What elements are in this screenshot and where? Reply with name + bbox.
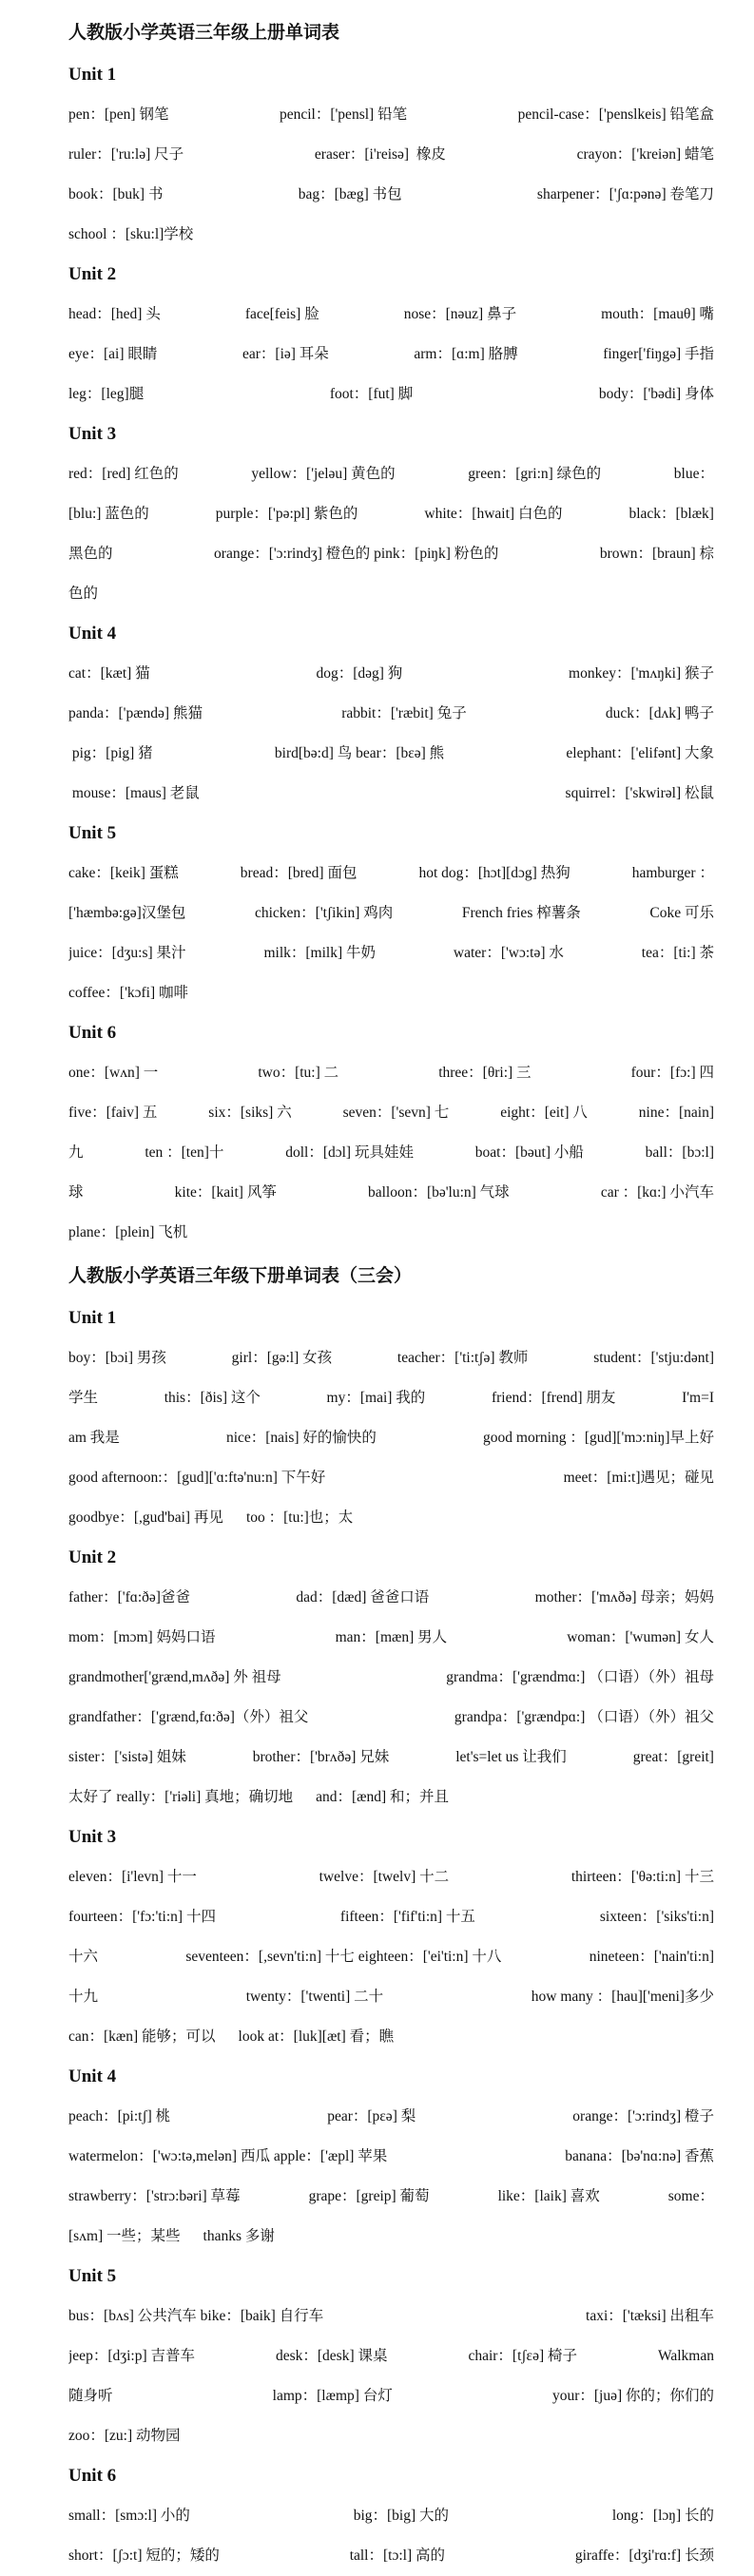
vocab-line	[68, 854, 714, 894]
vocab-entry: white：[hwait] 白色的	[424, 506, 563, 522]
vocab-entry: arm：[ɑ:m] 胳膊	[414, 346, 518, 362]
vocab-line	[68, 1378, 714, 1418]
vocab-entry: nineteen：['nain'ti:n]	[589, 1949, 714, 1965]
vocab-entry: crayon：['kreiən] 蜡笔	[576, 146, 714, 163]
vocab-entry: mom：[mɔm] 妈妈口语	[68, 1629, 216, 1645]
unit-heading: Unit 6	[68, 1023, 117, 1043]
vocab-entry: school ：[sku:l]学校	[68, 226, 194, 242]
vocab-line	[68, 375, 714, 414]
vocab-entry: grandma：['grændmɑ:] （口语）（外）祖母	[446, 1669, 714, 1685]
vocab-entry: head：[hed] 头	[68, 306, 161, 322]
vocab-entry: let's=let us 让我们	[455, 1749, 567, 1765]
vocab-entry: fifteen：['fif'ti:n] 十五	[339, 1909, 475, 1925]
vocab-entry: like：[laik] 喜欢	[497, 2188, 600, 2204]
unit-heading: Unit 3	[68, 424, 117, 444]
vocab-entry: bread：[bred] 面包	[240, 865, 358, 881]
vocab-entry: boy：[bɔi] 男孩	[68, 1350, 166, 1366]
vocab-entry: pen：[pen] 钢笔	[68, 106, 169, 123]
vocab-entry: fourteen：['fɔ:'ti:n] 十四	[68, 1909, 216, 1925]
vocab-entry: 球	[68, 1184, 84, 1201]
vocab-entry: four：[fɔ:] 四	[630, 1065, 714, 1081]
unit-heading: Unit 5	[68, 823, 117, 843]
vocab-entry: goodbye：[,gud'bai] 再见	[68, 1509, 223, 1526]
vocab-line	[68, 894, 714, 933]
vocab-line	[68, 1498, 714, 1538]
vocab-entry: duck：[dʌk] 鸭子	[605, 705, 714, 721]
vocab-entry: twelve：[twelv] 十二	[319, 1869, 450, 1885]
vocab-line	[68, 1458, 714, 1498]
vocab-entry: your：[juə] 你的；你们的	[551, 2388, 714, 2404]
vocab-line	[68, 2177, 714, 2217]
vocab-line	[68, 774, 714, 814]
vocab-entry: man：[mæn] 男人	[335, 1629, 448, 1645]
vocab-entry: doll：[dɔl] 玩具娃娃	[285, 1144, 414, 1161]
vocab-entry: plane：[plein] 飞机	[68, 1224, 188, 1240]
vocab-entry: 黑色的	[68, 546, 113, 562]
vocab-entry: thirteen：['θə:ti:n] 十三	[570, 1869, 714, 1885]
vocab-line	[68, 215, 714, 255]
vocab-entry: grandmother['grænd,mʌðə] 外 祖母	[68, 1669, 281, 1685]
vocab-entry: friend：[frend] 朋友	[491, 1390, 616, 1406]
vocab-line	[68, 335, 714, 375]
vocab-line	[68, 2536, 714, 2576]
vocab-entry: dad：[dæd] 爸爸口语	[296, 1589, 430, 1605]
vocab-entry: sharpener：['ʃɑ:pənə] 卷笔刀	[536, 186, 714, 202]
vocab-line	[68, 135, 714, 175]
vocab-entry: grape：[greip] 葡萄	[308, 2188, 430, 2204]
vocab-entry: too ：[tu:]也；太	[245, 1509, 354, 1526]
vocab-entry: meet：[mi:t]遇见；碰见	[563, 1470, 714, 1486]
vocab-entry: sixteen：['siks'ti:n]	[599, 1909, 714, 1925]
vocab-entry: six：[siks] 六	[208, 1105, 292, 1121]
vocab-entry: 九	[68, 1144, 84, 1161]
vocab-entry: foot：[fut] 脚	[329, 386, 414, 402]
vocab-entry: lamp：[læmp] 台灯	[272, 2388, 393, 2404]
vocab-entry: Walkman	[657, 2348, 714, 2364]
vocab-entry: jeep：[dʒi:p] 吉普车	[68, 2348, 196, 2364]
vocab-entry: strawberry：['strɔ:bəri] 草莓	[68, 2188, 241, 2204]
vocab-entry: teacher：['ti:tʃə] 教师	[396, 1350, 529, 1366]
vocab-entry: desk：[desk] 课桌	[275, 2348, 388, 2364]
unit-heading: Unit 2	[68, 1548, 117, 1567]
vocab-entry: look at：[luk][æt] 看；瞧	[238, 2028, 395, 2045]
vocab-entry: I'm=I	[682, 1390, 714, 1406]
unit-heading: Unit 3	[68, 1827, 117, 1847]
vocab-entry: purple：['pə:pl] 紫色的	[215, 506, 358, 522]
vocab-entry: bus：[bʌs] 公共汽车 bike：[baik] 自行车	[68, 2308, 324, 2324]
vocab-line	[68, 1977, 714, 2017]
vocab-entry: monkey：['mʌŋki] 猴子	[569, 665, 714, 682]
vocab-entry: one：[wʌn] 一	[68, 1065, 159, 1081]
vocab-entry: good afternoon:：[gud]['ɑ:ftə'nu:n] 下午好	[68, 1470, 326, 1486]
vocab-line	[68, 654, 714, 694]
vocab-entry: rabbit：['ræbit] 兔子	[341, 705, 467, 721]
vocab-entry: 十九	[68, 1989, 99, 2005]
section-title: 人教版小学英语三年级下册单词表（三会）	[68, 1265, 413, 1286]
vocab-line	[68, 694, 714, 734]
vocab-entry: mouse：[maus] 老鼠	[68, 785, 200, 801]
vocab-entry: coffee：['kɔfi] 咖啡	[68, 985, 189, 1001]
vocab-line	[68, 295, 714, 335]
vocab-entry: nose：[nəuz] 鼻子	[403, 306, 517, 322]
vocab-entry: brother：['brʌðə] 兄妹	[252, 1749, 390, 1765]
vocab-entry: five：[faiv] 五	[68, 1105, 158, 1121]
vocab-line	[68, 1418, 714, 1458]
vocab-line	[68, 1937, 714, 1977]
vocab-entry: hot dog：[hɔt][dɔg] 热狗	[418, 865, 570, 881]
vocab-entry: seventeen：[,sevn'ti:n] 十七 eighteen：['ei'ti:n] 十八	[185, 1949, 502, 1965]
vocab-entry: face[feis] 脸	[244, 306, 319, 322]
vocab-entry: girl：[gə:l] 女孩	[231, 1350, 333, 1366]
vocab-entry: [sʌm] 一些；某些	[68, 2228, 181, 2244]
vocab-entry: grandfather：['grænd,fɑ:ðə]（外）祖父	[68, 1709, 309, 1725]
vocab-entry: balloon：[bə'lu:n] 气球	[367, 1184, 510, 1201]
vocab-entry: 色的	[68, 586, 99, 602]
vocab-entry: elephant：['elifənt] 大象	[566, 745, 714, 761]
vocab-entry: French fries 榨薯条	[461, 905, 581, 921]
vocab-entry: Coke 可乐	[649, 905, 714, 921]
vocab-entry: pencil：['pensl] 铅笔	[279, 106, 408, 123]
vocab-entry: ear：[iə] 耳朵	[242, 346, 329, 362]
unit-heading: Unit 2	[68, 264, 117, 284]
vocab-entry: book：[buk] 书	[68, 186, 164, 202]
unit-heading: Unit 4	[68, 2067, 117, 2086]
vocab-entry: am 我是	[68, 1430, 120, 1446]
vocab-entry: cat：[kæt] 猫	[68, 665, 150, 682]
vocab-line	[68, 2297, 714, 2336]
vocab-entry: nine：[nain]	[638, 1105, 714, 1121]
vocab-line	[68, 2017, 714, 2057]
vocab-line	[68, 534, 714, 574]
vocab-entry: ruler：['ru:lə] 尺子	[68, 146, 184, 163]
vocab-entry: black：[blæk]	[628, 506, 714, 522]
vocab-entry: big：[big] 大的	[353, 2508, 450, 2524]
vocab-line	[68, 1578, 714, 1618]
vocab-entry: two：[tu:] 二	[258, 1065, 339, 1081]
vocab-entry: boat：[bəut] 小船	[474, 1144, 584, 1161]
vocab-entry: chair：[tʃɛə] 椅子	[468, 2348, 577, 2364]
vocab-entry: can：[kæn] 能够；可以	[68, 2028, 216, 2045]
vocab-entry: blue：	[673, 466, 714, 482]
vocab-entry: car ：[kɑ:] 小汽车	[600, 1184, 714, 1201]
vocab-entry: 学生	[68, 1390, 99, 1406]
vocab-line	[68, 494, 714, 534]
vocab-entry: banana：[bə'nɑ:nə] 香蕉	[565, 2148, 714, 2164]
vocab-entry: this：[ðis] 这个	[164, 1390, 261, 1406]
vocab-line	[68, 2137, 714, 2177]
vocab-entry: orange：['ɔ:rindʒ] 橙色的 pink：[piŋk] 粉色的	[214, 546, 499, 562]
vocab-entry: pencil-case：['penslkeis] 铅笔盒	[517, 106, 714, 123]
vocab-entry: dog：[dəg] 狗	[316, 665, 403, 682]
vocab-entry: 十六	[68, 1949, 99, 1965]
vocab-entry: ball：[bɔ:l]	[645, 1144, 714, 1161]
vocab-entry: bag：[bæg] 书包	[298, 186, 402, 202]
vocab-entry: zoo：[zu:] 动物园	[68, 2428, 181, 2444]
vocab-entry: eye：[ai] 眼睛	[68, 346, 158, 362]
vocab-entry: green：[gri:n] 绿色的	[468, 466, 602, 482]
vocab-entry: great：[greit]	[632, 1749, 714, 1765]
vocab-entry: good morning ：[gud]['mɔ:niŋ]早上好	[483, 1430, 714, 1446]
unit-heading: Unit 6	[68, 2466, 117, 2486]
vocab-entry: panda：['pændə] 熊猫	[68, 705, 203, 721]
vocab-entry: bird[bə:d] 鸟 bear：[bɛə] 熊	[274, 745, 445, 761]
vocab-line	[68, 1897, 714, 1937]
vocab-entry: twenty：['twenti] 二十	[245, 1989, 384, 2005]
vocab-line	[68, 175, 714, 215]
vocab-entry: cake：[keik] 蛋糕	[68, 865, 179, 881]
vocab-entry: water：['wɔ:tə] 水	[453, 945, 564, 961]
vocab-entry: [blu:] 蓝色的	[68, 506, 149, 522]
vocab-entry: grandpa：['grændpɑ:] （口语）（外）祖父	[454, 1709, 714, 1725]
vocab-line	[68, 1338, 714, 1378]
vocab-line	[68, 2217, 714, 2257]
vocab-entry: juice：[dʒu:s] 果汁	[68, 945, 186, 961]
vocab-entry: father：['fɑ:ðə]爸爸	[68, 1589, 190, 1605]
vocab-line	[68, 973, 714, 1013]
vocab-entry: tea：[ti:] 茶	[641, 945, 714, 961]
vocab-entry: giraffe：[dʒi'rɑ:f] 长颈	[574, 2547, 714, 2564]
section-title: 人教版小学英语三年级上册单词表	[68, 22, 340, 43]
vocab-entry: kite：[kait] 风筝	[174, 1184, 277, 1201]
vocab-entry: eight：[eit] 八	[500, 1105, 588, 1121]
vocab-entry: brown：[braun] 棕	[599, 546, 714, 562]
vocab-line	[68, 2336, 714, 2376]
vocab-entry: milk：[milk] 牛奶	[263, 945, 376, 961]
vocab-entry: thanks 多谢	[203, 2228, 275, 2244]
vocab-entry: watermelon：['wɔ:tə,melən] 西瓜 apple：['æpl] 苹果	[68, 2148, 388, 2164]
vocab-entry: three：[θri:] 三	[438, 1065, 532, 1081]
vocab-line	[68, 1857, 714, 1897]
vocab-line	[68, 2496, 714, 2536]
vocab-line	[68, 454, 714, 494]
vocab-line	[68, 1658, 714, 1698]
vocab-entry: mouth：[mauθ] 嘴	[601, 306, 714, 322]
unit-heading: Unit 5	[68, 2266, 117, 2286]
vocab-entry: nice：[nais] 好的愉快的	[225, 1430, 377, 1446]
vocab-entry: pear：[pɛə] 梨	[327, 2108, 416, 2124]
vocab-entry: some：	[667, 2188, 714, 2204]
vocab-line	[68, 1738, 714, 1778]
vocab-entry: short：[ʃɔ:t] 短的；矮的	[68, 2547, 220, 2564]
vocab-entry: leg：[leg]腿	[68, 386, 145, 402]
vocab-entry: how many ：[hau]['meni]多少	[531, 1989, 714, 2005]
vocab-line	[68, 734, 714, 774]
vocab-entry: sister：['sistə] 姐妹	[68, 1749, 186, 1765]
vocab-line	[68, 1778, 714, 1817]
vocab-entry: ['hæmbə:gə]汉堡包	[68, 905, 186, 921]
unit-heading: Unit 1	[68, 1308, 117, 1328]
vocab-entry: my：[mai] 我的	[326, 1390, 426, 1406]
vocab-entry: orange：['ɔ:rindʒ] 橙子	[572, 2108, 714, 2124]
vocab-line	[68, 95, 714, 135]
vocab-entry: small：[smɔ:l] 小的	[68, 2508, 190, 2524]
vocab-entry: yellow：['jeləu] 黄色的	[251, 466, 396, 482]
vocab-entry: eleven：[i'levn] 十一	[68, 1869, 197, 1885]
vocab-line	[68, 2097, 714, 2137]
vocab-entry: mother：['mʌðə] 母亲；妈妈	[534, 1589, 714, 1605]
vocab-line	[68, 1133, 714, 1173]
vocab-entry: finger['fiŋgə] 手指	[603, 346, 714, 362]
vocab-line	[68, 1093, 714, 1133]
vocab-entry: seven：['sevn] 七	[342, 1105, 450, 1121]
vocab-line	[68, 1053, 714, 1093]
vocab-entry: 随身听	[68, 2388, 113, 2404]
vocab-entry: long：[lɔŋ] 长的	[611, 2508, 714, 2524]
vocab-line	[68, 1618, 714, 1658]
vocab-entry: chicken：['tʃikin] 鸡肉	[254, 905, 394, 921]
vocab-line	[68, 2376, 714, 2416]
vocab-entry: tall：[tɔ:l] 高的	[349, 2547, 445, 2564]
unit-heading: Unit 1	[68, 65, 117, 85]
vocab-entry: and：[ænd] 和；并且	[316, 1789, 450, 1805]
vocab-entry: student：['stju:dənt]	[593, 1350, 714, 1366]
vocab-line	[68, 1698, 714, 1738]
vocab-entry: woman：['wumən] 女人	[567, 1629, 714, 1645]
vocab-entry: ten ：[ten]十	[145, 1144, 224, 1161]
vocab-entry: pig：[pig] 猪	[68, 745, 153, 761]
vocab-entry: hamburger ：	[631, 865, 714, 881]
unit-heading: Unit 4	[68, 624, 117, 644]
vocab-line	[68, 574, 714, 614]
vocab-entry: squirrel：['skwirəl] 松鼠	[565, 785, 714, 801]
vocab-entry: eraser：[i'reisə] 橡皮	[314, 146, 446, 163]
vocab-line	[68, 1173, 714, 1213]
vocab-line	[68, 1213, 714, 1253]
vocab-entry: red：[red] 红色的	[68, 466, 179, 482]
vocab-entry: peach：[pi:tʃ] 桃	[68, 2108, 171, 2124]
vocab-entry: taxi：['tæksi] 出租车	[586, 2308, 714, 2324]
vocab-entry: 太好了 really：['riəli] 真地；确切地	[68, 1789, 294, 1805]
vocab-entry: body：['bədi] 身体	[598, 386, 714, 402]
vocab-line	[68, 2416, 714, 2456]
vocab-line	[68, 933, 714, 973]
